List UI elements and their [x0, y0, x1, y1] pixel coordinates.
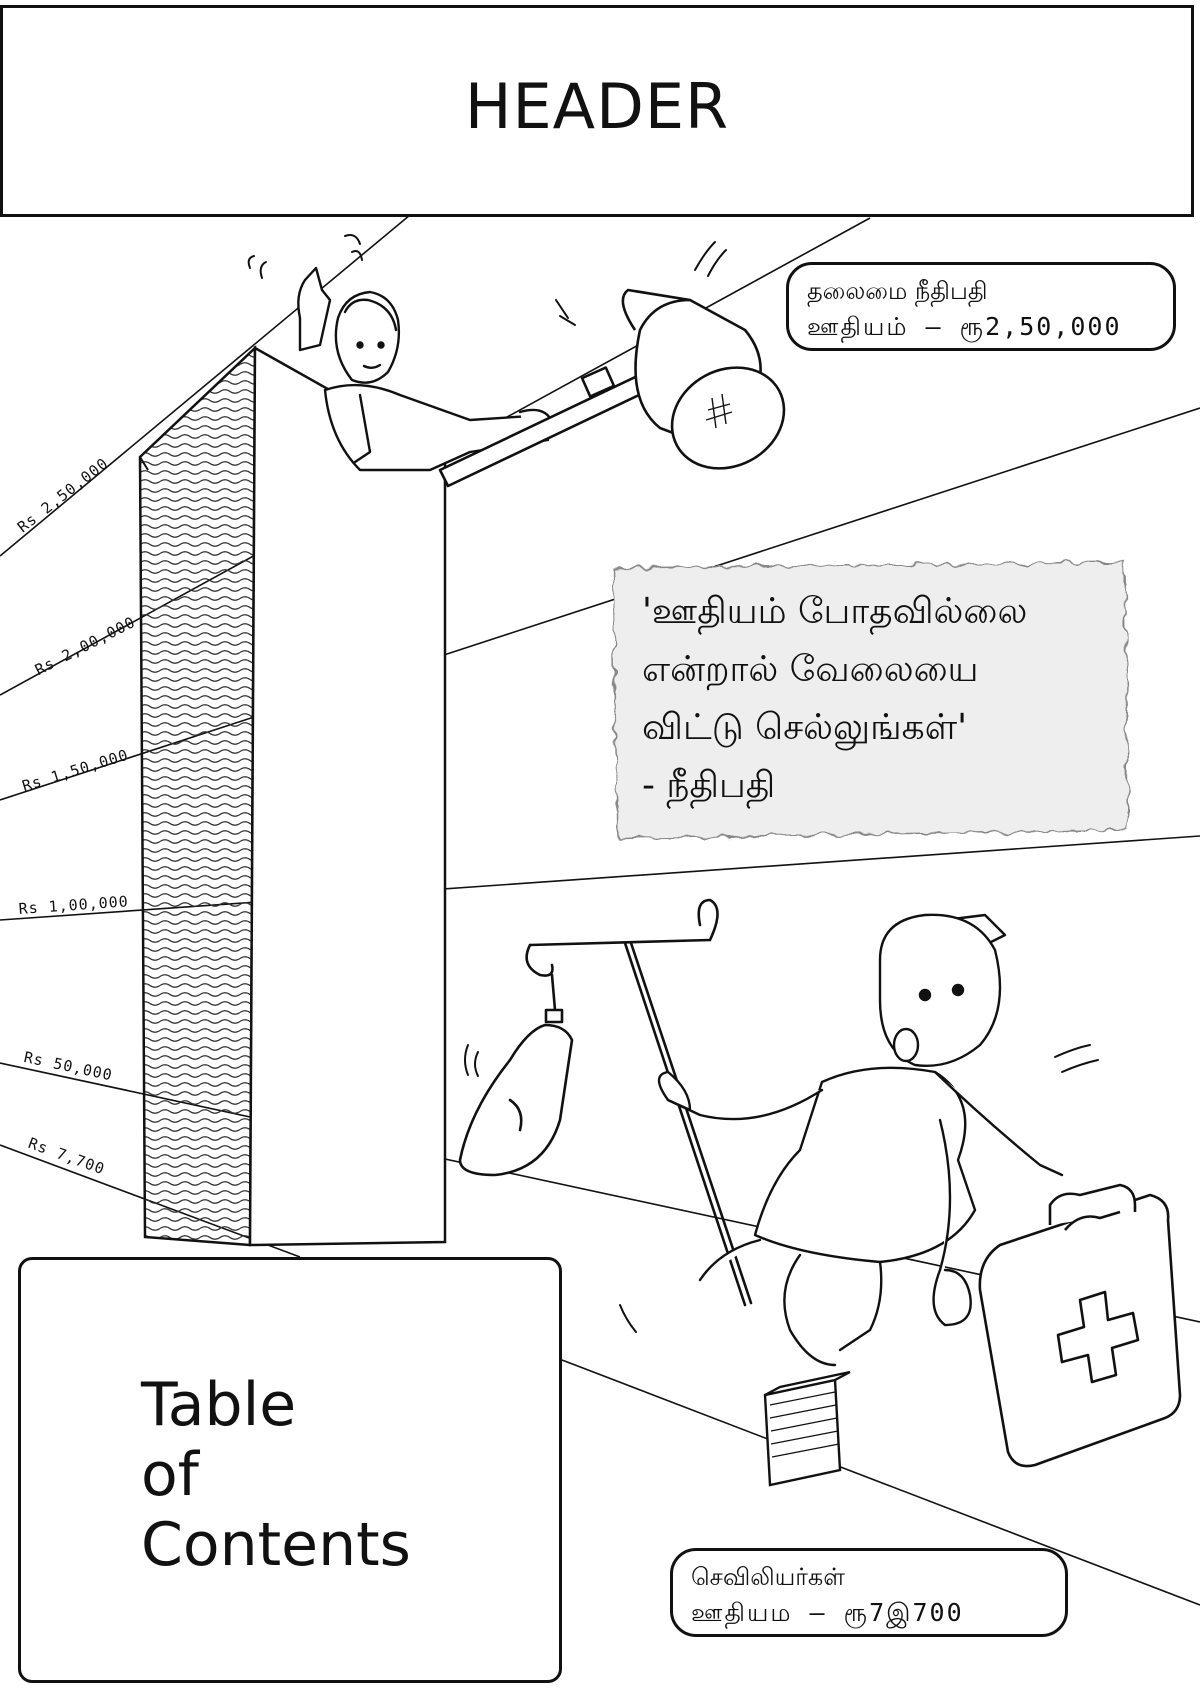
table-of-contents-box	[18, 1257, 562, 1683]
toc-line: of	[141, 1440, 199, 1510]
scale-label-200000: Rs 2,00,000	[32, 612, 139, 680]
toc-line: Table	[141, 1370, 297, 1440]
caption-chief-justice-salary: ஊதியம் – ரூ2,50,000	[807, 312, 1122, 341]
pillar	[140, 348, 445, 1245]
caption-nurses-salary: ஊதியம – ரூ7இ700	[691, 1598, 964, 1627]
table-of-contents-title	[141, 1370, 411, 1580]
quote-line: 'ஊதியம் போதவில்லை	[642, 591, 1028, 632]
caption-chief-justice	[786, 262, 1176, 351]
header-box	[0, 5, 1194, 217]
quote-line: என்றால் வேலையை	[642, 649, 979, 690]
toc-line: Contents	[141, 1510, 411, 1580]
quote-line: - நீதிபதி	[642, 765, 776, 806]
scale-label-50000: Rs 50,000	[22, 1048, 115, 1085]
scale-label-250000: Rs 2,50,000	[14, 454, 113, 537]
caption-chief-justice-title: தலைமை நீதிபதி	[807, 277, 988, 305]
gavel	[440, 290, 802, 488]
block	[765, 1372, 850, 1485]
medical-bag	[980, 1185, 1180, 1466]
caption-nurses	[670, 1548, 1068, 1637]
scale-label-7700: Rs 7,700	[25, 1134, 108, 1179]
judge-quote	[642, 583, 1027, 815]
scale-label-150000: Rs 1,50,000	[20, 745, 131, 796]
header-title: HEADER	[464, 70, 730, 143]
caption-nurses-title: செவிலியர்கள்	[691, 1563, 845, 1591]
quote-line: விட்டு செல்லுங்கள்'	[642, 707, 968, 748]
scale-label-100000: Rs 1,00,000	[18, 892, 130, 918]
